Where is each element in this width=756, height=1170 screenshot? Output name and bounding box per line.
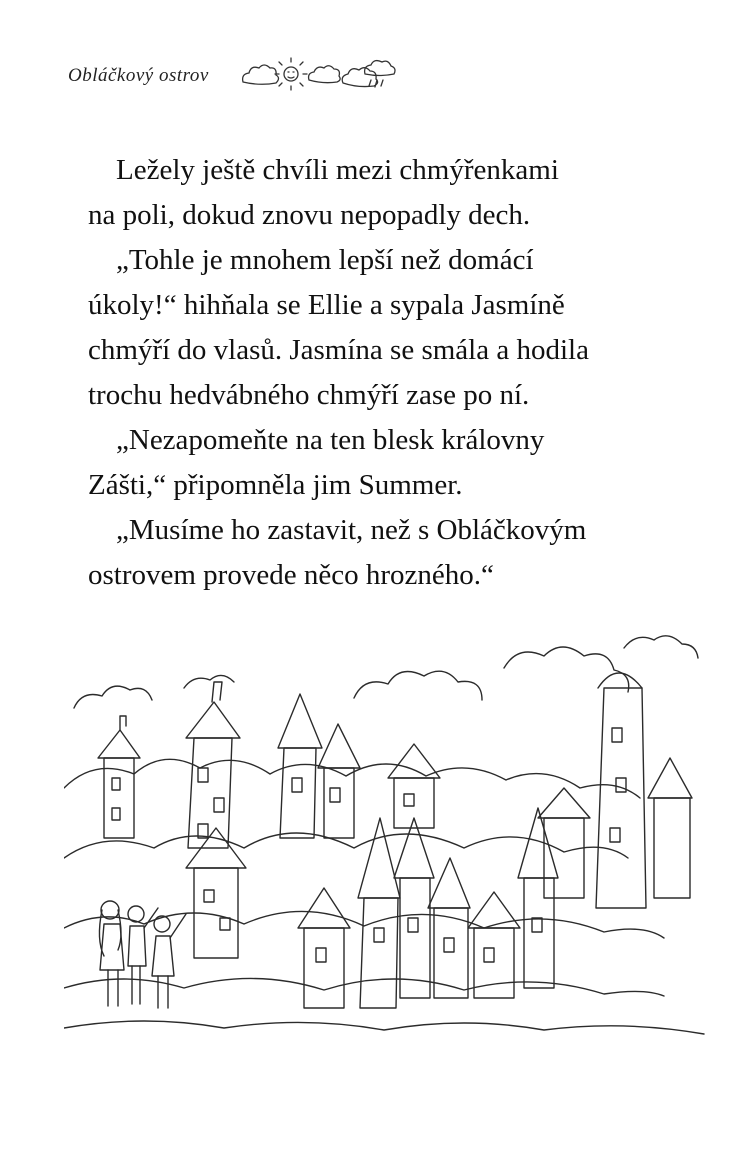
running-title: Obláčkový ostrov: [68, 65, 209, 86]
cloud-village-illustration-icon: [64, 628, 710, 1048]
running-head: [68, 56, 399, 96]
text-line: Zášti,“ připomněla jim Summer.: [88, 469, 463, 501]
text-line: „Musíme ho zastavit, než s Obláčkovým: [116, 514, 587, 546]
text-line: trochu hedvábného chmýří zase po ní.: [88, 379, 530, 411]
text-line: „Tohle je mnohem lepší než domácí: [116, 244, 534, 276]
body-text: [88, 148, 668, 598]
clouds-and-sun-icon: [239, 56, 399, 96]
text-line: Ležely ještě chvíli mezi chmýřenkami: [116, 154, 559, 186]
text-line: ostrovem provede něco hrozného.“: [88, 559, 494, 591]
text-line: „Nezapomeňte na ten blesk královny: [116, 424, 545, 456]
text-line: na poli, dokud znovu nepopadly dech.: [88, 199, 531, 231]
text-line: úkoly!“ hihňala se Ellie a sypala Jasmíně: [88, 289, 565, 321]
text-line: chmýří do vlasů. Jasmína se smála a hodila: [88, 334, 589, 366]
